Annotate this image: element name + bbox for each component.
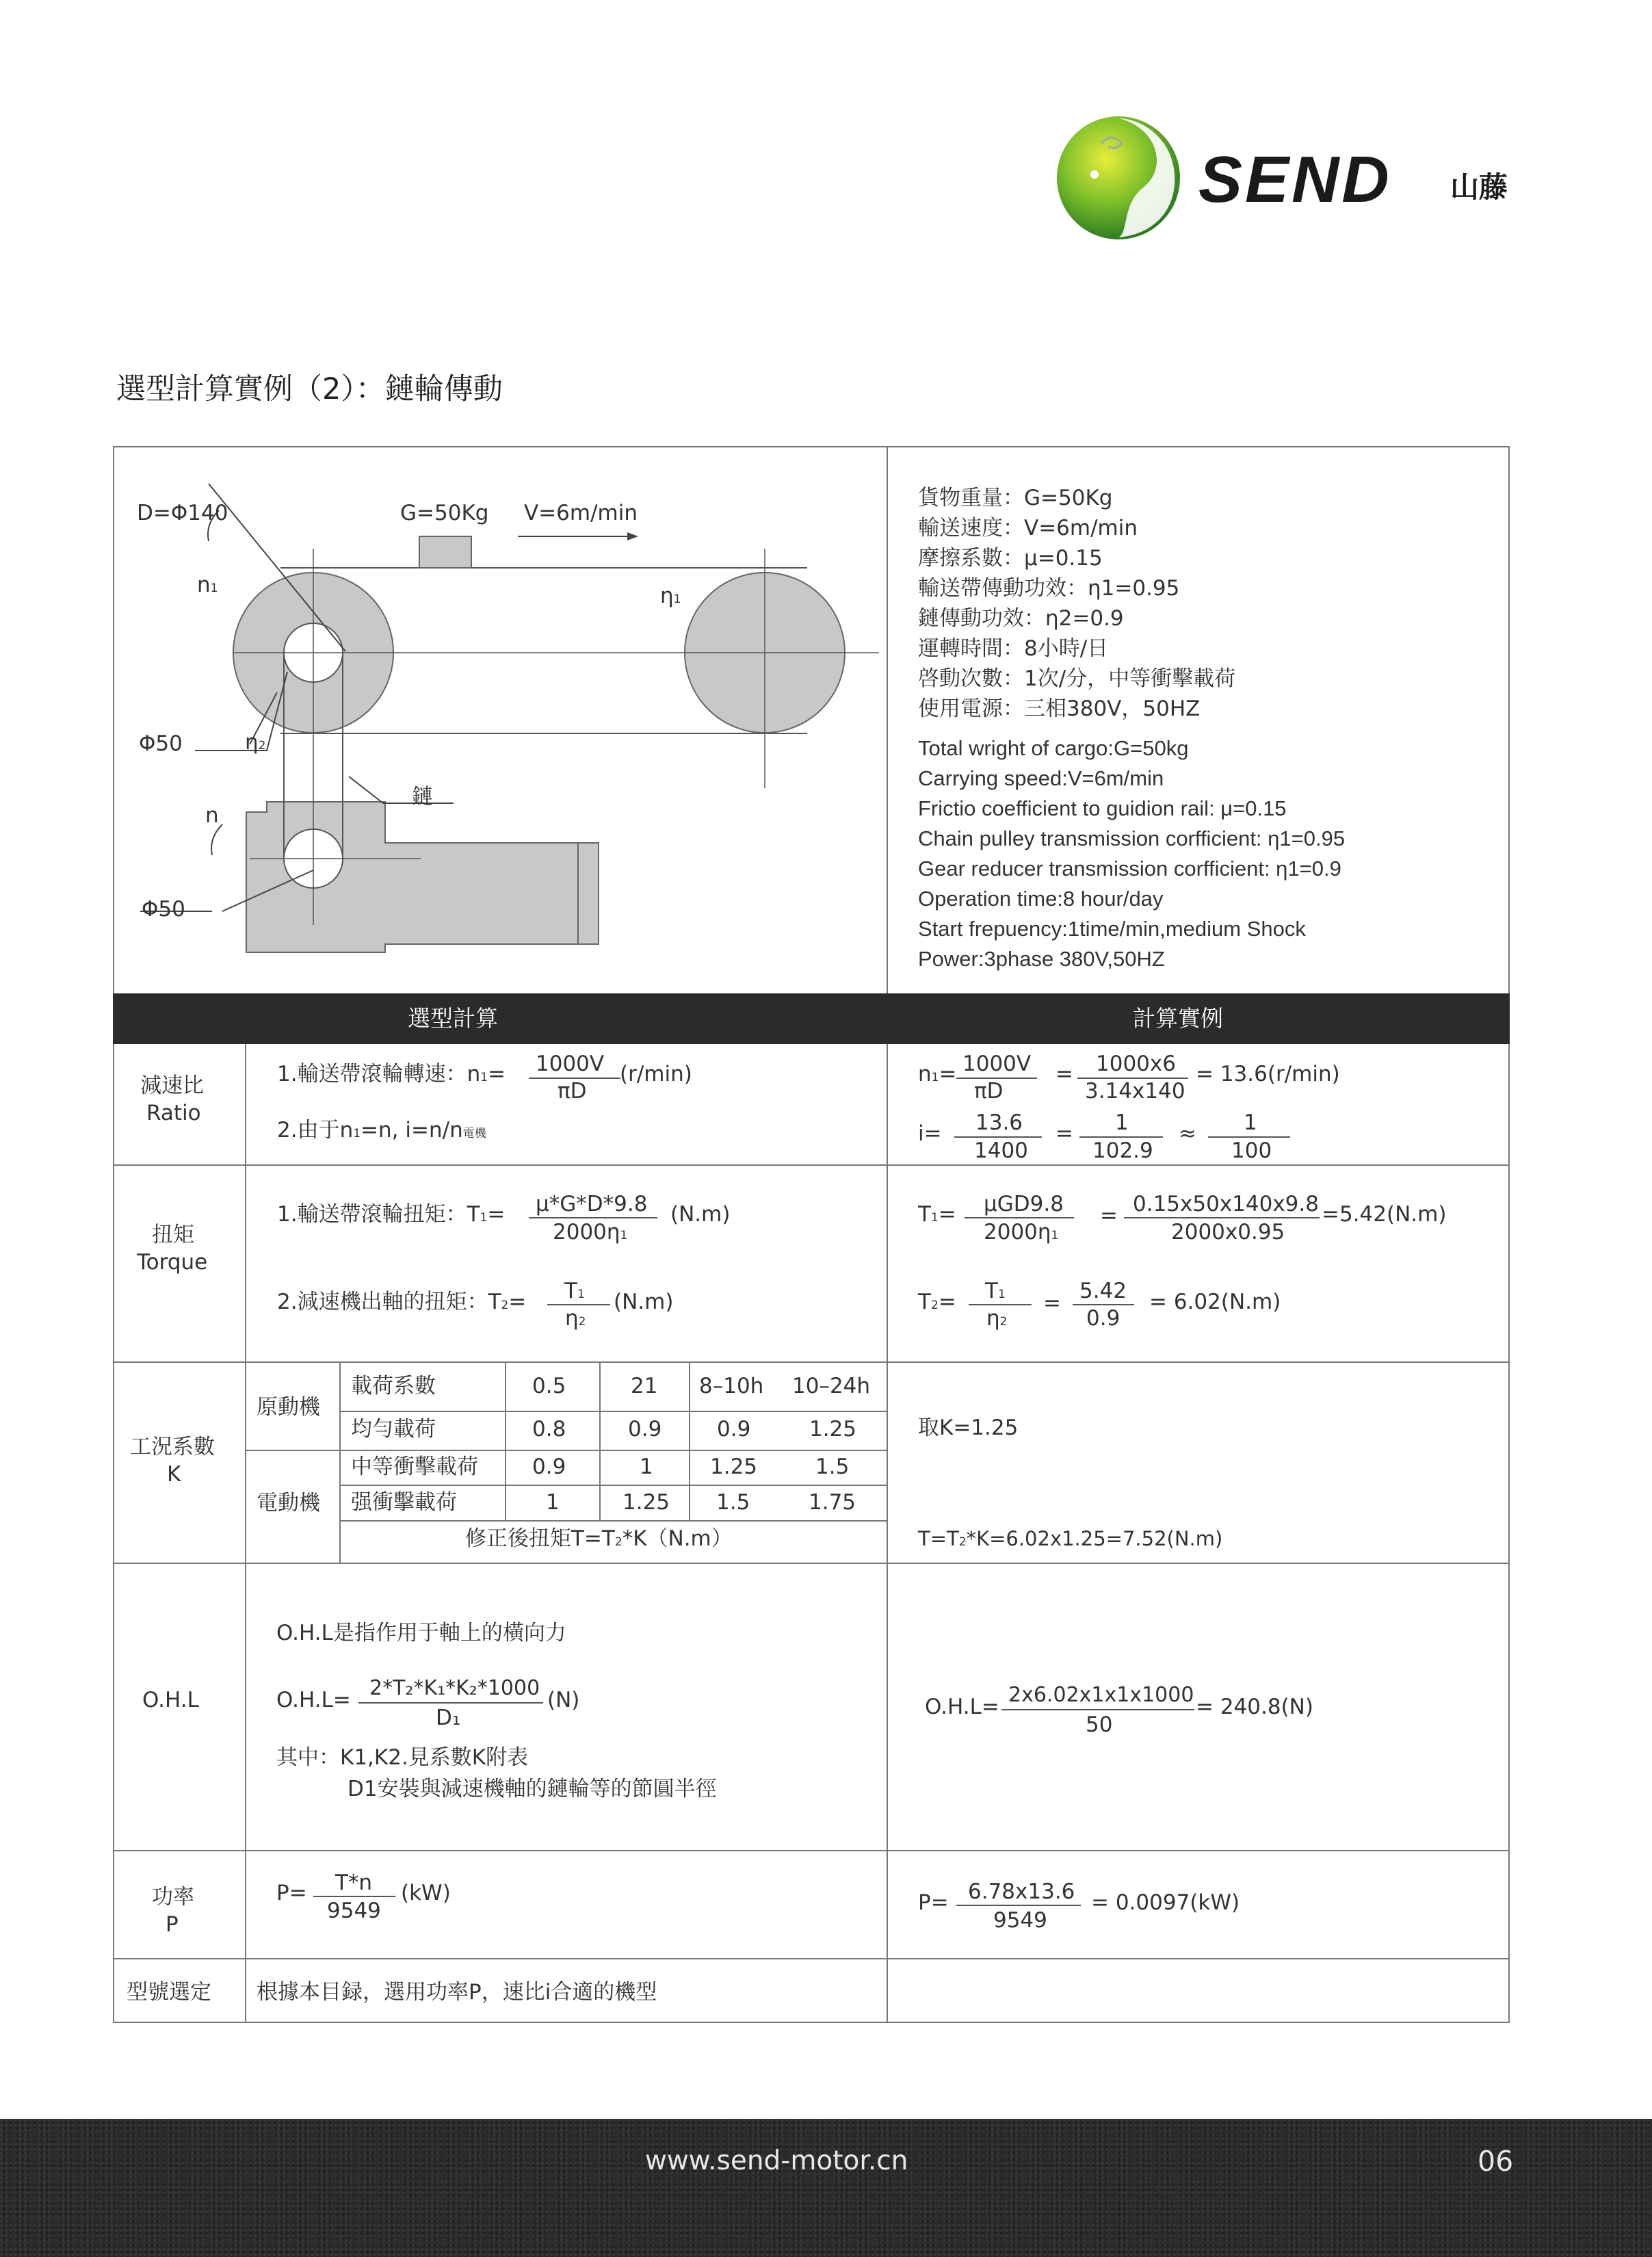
torque-ex2-result: = 6.02(N.m) [1149, 1290, 1281, 1314]
label-n1: n1 [197, 573, 218, 597]
service-cell: 8–10h [699, 1374, 764, 1398]
ohl-note-2: D1安裝與減速機軸的鏈輪等的節圓半徑 [348, 1777, 717, 1801]
power-label-cn: 功率 [152, 1885, 194, 1909]
torque-ex2-den1: η2 [986, 1306, 1008, 1331]
service-cell: 1 [546, 1490, 560, 1515]
model-label: 型號選定 [127, 1980, 211, 2005]
service-cell: 21 [631, 1374, 658, 1398]
service-ex-k: 取K=1.25 [918, 1415, 1019, 1440]
power-label-en: P [166, 1912, 179, 1937]
power-ex-num: 6.78x13.6 [968, 1879, 1075, 1904]
ratio-label-cn: 減速比 [140, 1073, 204, 1098]
power-ex-den: 9549 [993, 1908, 1047, 1933]
ratio-ex2-num3: 1 [1244, 1110, 1257, 1135]
label-n: n [205, 803, 219, 828]
torque-ex2-prefix: T2= [918, 1290, 956, 1314]
cargo-box [419, 536, 471, 568]
ohl-ex-den: 50 [1086, 1712, 1113, 1737]
param-line: Total wright of cargo:G=50kg [918, 736, 1189, 760]
param-line: Operation time:8 hour/day [918, 887, 1164, 911]
torque-ex1-den1: 2000η1 [984, 1220, 1059, 1244]
ratio-ex1-den1: πD [974, 1079, 1004, 1104]
service-cell: 0.9 [532, 1454, 566, 1479]
param-line: 使用電源：三相380V，50HZ [918, 696, 1201, 721]
table-header-bar [113, 993, 1510, 1044]
header-left: 選型計算 [408, 1005, 498, 1032]
label-eta1: η1 [660, 584, 681, 608]
service-cell: 0.9 [628, 1417, 662, 1441]
param-line: 貨物重量：G=50Kg [918, 486, 1113, 510]
param-line: 摩擦系數：μ=0.15 [918, 546, 1103, 571]
chain-drive-diagram [113, 446, 887, 993]
service-row-name: 中等衝擊載荷 [351, 1454, 478, 1479]
service-row-name: 載荷系數 [351, 1374, 436, 1398]
power-ex-prefix: P= [918, 1890, 949, 1915]
ratio-ex1-prefix: n1= [918, 1062, 957, 1086]
ratio-ex2-den2: 102.9 [1092, 1138, 1153, 1163]
param-line: 鏈傳動功效：η2=0.9 [918, 606, 1124, 631]
torque-ex1-result: =5.42(N.m) [1322, 1202, 1447, 1227]
torque-f2-num: T1 [564, 1279, 585, 1303]
ratio-ex2-den1: 1400 [974, 1138, 1028, 1163]
ratio-formula-1: 1.輸送帶滾輪轉速：n1= [277, 1062, 506, 1086]
torque-ex1-prefix: T1= [918, 1202, 956, 1227]
col-divider-example [887, 1044, 888, 2023]
ohl-label: O.H.L [142, 1688, 199, 1712]
param-line: 輸送速度：V=6m/min [918, 516, 1138, 540]
param-line: Start frepuency:1time/min,medium Shock [918, 917, 1306, 941]
ohl-ex-result: = 240.8(N) [1196, 1695, 1313, 1719]
ratio-ex2-num1: 13.6 [975, 1110, 1023, 1135]
ratio-label-en: Ratio [146, 1101, 201, 1125]
label-chain: 鏈 [412, 785, 433, 809]
param-line: Frictio coefficient to guidion rail: μ=0.15 [918, 796, 1287, 820]
row-divider [113, 1563, 1510, 1564]
ohl-ex-prefix: O.H.L= [925, 1695, 999, 1719]
torque-ex2-eq2: = [1043, 1291, 1061, 1316]
power-f-num: T*n [335, 1870, 373, 1895]
ratio-ex1-num2: 1000x6 [1096, 1052, 1176, 1076]
ratio-ex1-num1: 1000V [962, 1052, 1032, 1076]
row-divider [113, 1958, 1510, 1959]
header-right: 計算實例 [1133, 1005, 1223, 1032]
ratio-ex1-eq2: = [1056, 1062, 1073, 1086]
torque-f1-den: 2000η1 [553, 1220, 628, 1244]
label-phi50-top: Φ50 [139, 731, 183, 756]
model-text: 根據本目録，選用功率P，速比i合適的機型 [257, 1980, 657, 2005]
service-cell: 1.25 [710, 1454, 758, 1479]
brand-logo [1053, 113, 1532, 243]
power-f-prefix: P= [276, 1881, 307, 1905]
ohl-note-1: 其中：K1,K2.見系數K附表 [276, 1745, 529, 1770]
service-label-en: K [167, 1462, 181, 1487]
service-cell: 1.5 [815, 1454, 850, 1479]
torque-ex2-num2: 5.42 [1079, 1279, 1127, 1303]
ohl-f-den: D₁ [436, 1706, 461, 1730]
service-cell: 0.9 [717, 1417, 751, 1441]
params-cn [918, 483, 1235, 724]
ratio-ex2-approx: ≈ [1179, 1121, 1196, 1146]
service-label-cn: 工況系數 [130, 1435, 215, 1459]
footer-url[interactable]: www.send-motor.cn [645, 2145, 908, 2176]
param-line: 輸送帶傳動功效：η1=0.95 [918, 576, 1180, 601]
ratio-ex2-prefix: i= [918, 1121, 942, 1146]
torque-formula-2: 2.減速機出軸的扭矩：T2= [277, 1290, 527, 1314]
params-en [918, 733, 1345, 974]
torque-f2-unit: (N.m) [614, 1290, 674, 1314]
ratio-ex2-num2: 1 [1115, 1110, 1129, 1135]
page-number: 06 [1478, 2145, 1514, 2178]
service-ex-t: T=T2*K=6.02x1.25=7.52(N.m) [918, 1527, 1223, 1550]
service-cell: 1.25 [622, 1490, 670, 1515]
page-footer [0, 2119, 1652, 2257]
torque-ex1-num2: 0.15x50x140x9.8 [1133, 1192, 1319, 1216]
ratio-ex1-result: = 13.6(r/min) [1196, 1062, 1340, 1086]
label-cargo-weight: G=50Kg [400, 501, 489, 525]
ratio-ex1-den2: 3.14x140 [1085, 1079, 1185, 1104]
label-eta2: η2 [245, 730, 266, 755]
ratio-f1-num: 1000V [536, 1052, 605, 1076]
label-velocity: V=6m/min [524, 501, 638, 525]
param-line: Chain pulley transmission corfficient: η1=0.95 [918, 826, 1346, 850]
brand-name: SEND [1198, 143, 1392, 216]
service-row-name: 强衝擊載荷 [351, 1490, 457, 1515]
service-cell: 1.5 [716, 1490, 750, 1515]
ohl-f-unit: (N) [547, 1688, 580, 1712]
ratio-ex2-den3: 100 [1231, 1138, 1272, 1163]
torque-ex2-den2: 0.9 [1086, 1306, 1120, 1331]
torque-f2-den: η2 [565, 1306, 586, 1331]
service-group-motor: 電動機 [257, 1491, 320, 1515]
ratio-formula-2: 2.由于n1=n, i=n/n電機 [277, 1118, 486, 1143]
label-phi50-bottom: Φ50 [142, 897, 185, 922]
service-cell: 1.75 [809, 1490, 856, 1515]
ohl-ex-num: 2x6.02x1x1x1000 [1008, 1683, 1194, 1707]
param-line: 運轉時間：8小時/日 [918, 636, 1109, 661]
ohl-f-num: 2*T₂*K₁*K₂*1000 [369, 1676, 540, 1700]
torque-ex2-num1: T1 [985, 1279, 1006, 1303]
row-divider [113, 1164, 1510, 1166]
power-f-den: 9549 [327, 1899, 381, 1923]
service-cell: 1.25 [809, 1417, 857, 1441]
service-group-prime-mover: 原動機 [257, 1395, 320, 1420]
divider-diagram-params [887, 446, 888, 993]
page-title: 選型計算實例（2）：鏈輪傳動 [116, 372, 503, 406]
ratio-f1-den: πD [558, 1079, 587, 1104]
service-corrected-torque: 修正後扭矩T=T2*K（N.m） [465, 1526, 733, 1551]
torque-ex1-eq2: = [1100, 1203, 1118, 1228]
power-f-unit: (kW) [401, 1881, 451, 1905]
brand-emblem-icon [1053, 113, 1183, 243]
row-divider [113, 1850, 1510, 1851]
row-divider [113, 1361, 1510, 1363]
torque-label-cn: 扭矩 [152, 1223, 194, 1247]
service-cell: 0.8 [532, 1417, 566, 1441]
service-cell: 1 [640, 1454, 653, 1479]
torque-formula-1: 1.輸送帶滾輪扭矩：T1= [277, 1202, 506, 1227]
service-cell: 0.5 [532, 1374, 566, 1398]
torque-f1-num: μ*G*D*9.8 [536, 1192, 648, 1216]
param-line: Gear reducer transmission corfficient: η1=0.9 [918, 857, 1341, 880]
ohl-f-prefix: O.H.L= [276, 1688, 351, 1712]
ratio-f1-unit: (r/min) [620, 1062, 692, 1086]
service-cell: 10–24h [792, 1374, 871, 1398]
param-line: 啓動次數：1次/分，中等衝擊載荷 [918, 666, 1236, 691]
power-ex-result: = 0.0097(kW) [1091, 1890, 1240, 1915]
param-line: Power:3phase 380V,50HZ [918, 947, 1165, 971]
brand-chinese-name: 山藤 [1450, 170, 1508, 204]
ratio-ex2-eq: = [1056, 1121, 1073, 1146]
torque-ex1-num1: μGD9.8 [984, 1192, 1064, 1216]
label-diameter: D=Φ140 [137, 501, 228, 525]
torque-label-en: Torque [137, 1250, 208, 1275]
param-line: Carrying speed:V=6m/min [918, 766, 1164, 790]
col-divider-label [245, 1044, 246, 2023]
torque-f1-unit: (N.m) [670, 1202, 731, 1227]
service-row-name: 均勻載荷 [351, 1417, 436, 1441]
torque-ex1-den2: 2000x0.95 [1171, 1220, 1285, 1244]
ohl-definition: O.H.L是指作用于軸上的橫向力 [276, 1621, 566, 1645]
